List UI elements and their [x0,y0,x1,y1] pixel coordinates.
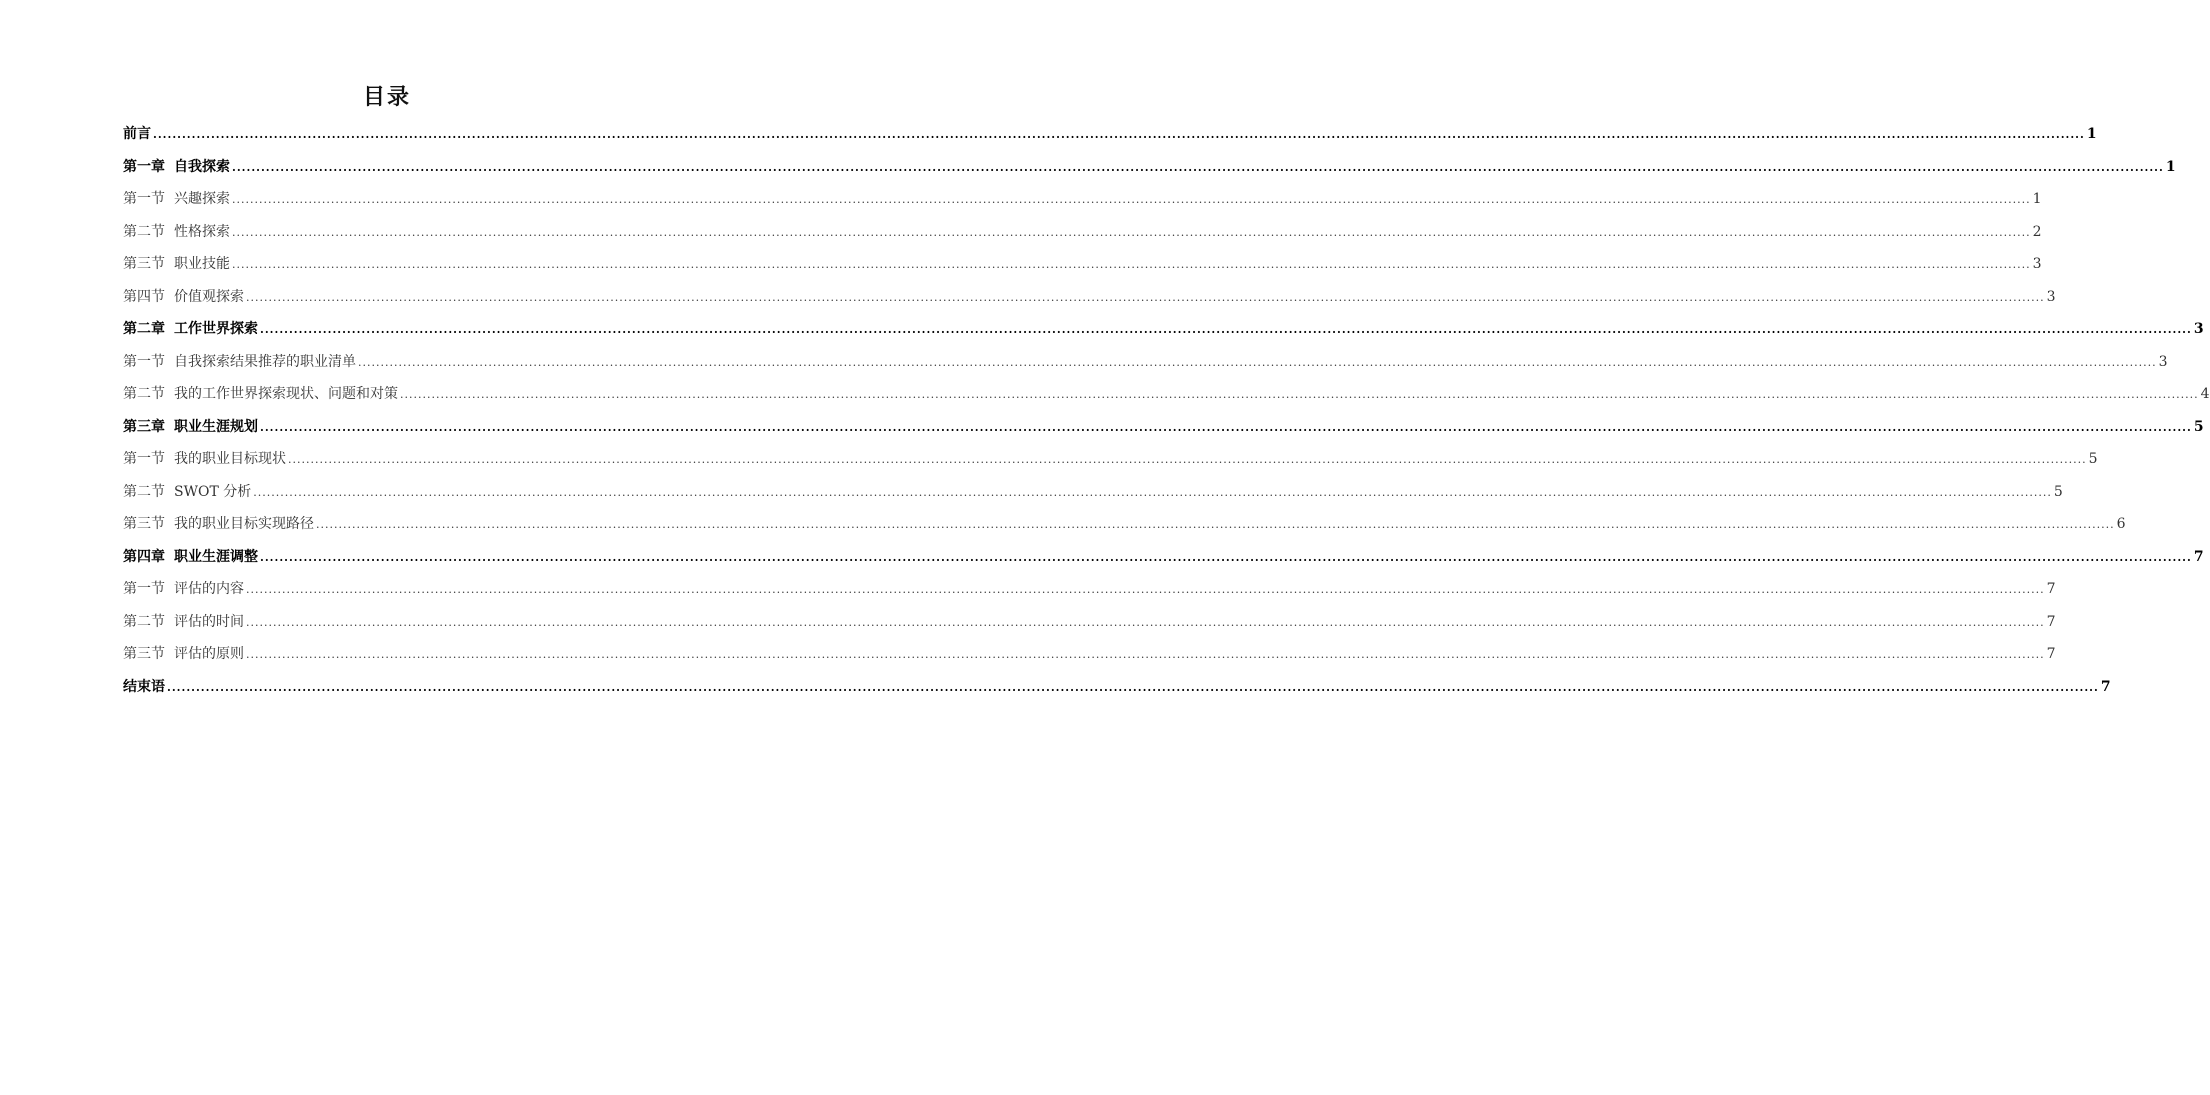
toc-entry-label [123,349,356,375]
toc-page-number: 3 [2193,321,2204,337]
toc-page-number: 5 [2053,483,2063,500]
toc-section-entry[interactable] [123,219,2042,252]
toc-entry-number: 第四章 [123,548,165,565]
toc-entry-number: 第一章 [123,158,165,175]
toc-entry-label [123,251,230,277]
toc-entry-number: 第三节 [123,256,165,272]
toc-entry-label [123,381,398,407]
toc-entry-label [123,674,165,700]
toc-entry-number: 第一节 [123,353,165,370]
toc-section-entry[interactable] [123,446,2098,479]
toc-entry-title: 性格探索 [174,223,230,240]
toc-entry-title: 价值观探索 [174,288,244,305]
toc-entry-number: 第一节 [123,451,165,467]
dot-leader: ................................................................................................................................................................................................................................................................................................................................................................................................................ [260,323,2192,336]
toc-page-number: 5 [2193,418,2204,435]
toc-section-entry[interactable] [123,186,2042,219]
toc-entry-number: 第三章 [123,418,165,435]
dot-leader: ................................................................................................................................................................................................................................................................................................................................................................................................................ [153,128,2085,141]
dot-leader: ................................................................................................................................................................................................................................................................................................................................................................................................................ [288,453,2087,466]
toc-entry-label [123,186,230,212]
toc-entry-number: 第二节 [123,386,165,402]
toc-section-entry[interactable] [123,251,2042,284]
toc-entry-label [123,446,286,472]
dot-leader: ................................................................................................................................................................................................................................................................................................................................................................................................................ [232,193,2031,206]
toc-page-number: 7 [2100,678,2111,695]
toc-entry-label [123,316,258,342]
toc-section-entry[interactable] [123,576,2056,609]
toc-page-number: 4 [2200,386,2210,402]
dot-leader: ................................................................................................................................................................................................................................................................................................................................................................................................................ [167,680,2099,694]
toc-page-number: 6 [2116,516,2126,532]
toc-entry-label [123,641,244,667]
dot-leader: ................................................................................................................................................................................................................................................................................................................................................................................................................ [246,615,2045,629]
toc-entry-label [123,121,151,147]
toc-entry-title: 评估的时间 [174,613,244,630]
toc-entry-title: 我的职业目标现状 [174,451,286,467]
toc-entry-title: 评估的内容 [174,581,244,597]
toc-page-number: 1 [2165,158,2176,175]
toc-entry-label [123,576,244,602]
toc-section-entry[interactable] [123,609,2056,642]
toc-entry-number: 第一节 [123,191,165,207]
toc-section-entry[interactable] [123,349,2168,382]
toc-title: 目录 [362,85,411,110]
toc-entry-label [123,479,251,505]
toc-entry-title: 职业生涯规划 [174,418,258,435]
toc-entry-label [123,609,244,635]
toc-chapter-entry[interactable] [123,121,2097,154]
toc-entry-title: 职业生涯调整 [174,548,258,565]
dot-leader: ................................................................................................................................................................................................................................................................................................................................................................................................................ [232,160,2164,174]
toc-entry-label [123,219,230,245]
toc-page-number: 5 [2088,451,2098,467]
toc-entry-title: 职业技能 [174,256,230,272]
toc-page-number: 1 [2086,126,2097,142]
toc-entry-label [123,154,230,180]
toc-entry-title: 工作世界探索 [174,321,258,337]
toc-chapter-entry[interactable] [123,544,2204,577]
dot-leader: ................................................................................................................................................................................................................................................................................................................................................................................................................ [358,355,2157,369]
toc-entry-label [123,544,258,570]
dot-leader: ................................................................................................................................................................................................................................................................................................................................................................................................................ [246,648,2045,661]
dot-leader: ................................................................................................................................................................................................................................................................................................................................................................................................................ [232,258,2031,271]
toc-entry-number: 第二章 [123,321,165,337]
dot-leader: ................................................................................................................................................................................................................................................................................................................................................................................................................ [260,420,2192,434]
toc-entry-title: 结束语 [123,678,165,695]
toc-page-number: 7 [2193,548,2204,565]
toc-section-entry[interactable] [123,381,2210,414]
toc-chapter-entry[interactable] [123,154,2176,187]
toc-entry-number: 第二节 [123,483,165,500]
toc-section-entry[interactable] [123,511,2126,544]
toc-entry-title: 评估的原则 [174,646,244,662]
toc-entry-title: 我的职业目标实现路径 [174,516,314,532]
toc-entry-label [123,414,258,440]
toc-entry-title: 自我探索 [174,158,230,175]
toc-page-number: 3 [2032,256,2042,272]
toc-entry-number: 第三节 [123,646,165,662]
toc-entry-number: 第一节 [123,581,165,597]
toc-section-entry[interactable] [123,284,2056,317]
toc-chapter-entry[interactable] [123,674,2111,707]
table-of-contents [123,121,2210,706]
toc-page-number: 3 [2046,288,2056,305]
toc-chapter-entry[interactable] [123,414,2204,447]
toc-chapter-entry[interactable] [123,316,2204,349]
dot-leader: ................................................................................................................................................................................................................................................................................................................................................................................................................ [246,290,2045,304]
toc-entry-title: SWOT 分析 [174,483,252,500]
toc-entry-title: 自我探索结果推荐的职业清单 [174,353,356,370]
toc-entry-label [123,511,314,537]
toc-section-entry[interactable] [123,641,2056,674]
toc-entry-label [123,284,244,310]
toc-page-number: 2 [2032,223,2042,240]
dot-leader: ................................................................................................................................................................................................................................................................................................................................................................................................................ [232,225,2031,239]
dot-leader: ................................................................................................................................................................................................................................................................................................................................................................................................................ [253,485,2052,499]
toc-page-number: 1 [2032,191,2042,207]
toc-page-number: 7 [2046,613,2056,630]
dot-leader: ................................................................................................................................................................................................................................................................................................................................................................................................................ [246,583,2045,596]
toc-entry-title: 前言 [123,126,151,142]
toc-entry-title: 兴趣探索 [174,191,230,207]
toc-entry-number: 第三节 [123,516,165,532]
dot-leader: ................................................................................................................................................................................................................................................................................................................................................................................................................ [316,518,2115,531]
toc-section-entry[interactable] [123,479,2063,512]
toc-page-number: 3 [2158,353,2168,370]
toc-entry-number: 第二节 [123,613,165,630]
toc-entry-number: 第二节 [123,223,165,240]
toc-entry-title: 我的工作世界探索现状、问题和对策 [174,386,398,402]
dot-leader: ................................................................................................................................................................................................................................................................................................................................................................................................................ [400,388,2199,401]
toc-page-number: 7 [2046,581,2056,597]
dot-leader: ................................................................................................................................................................................................................................................................................................................................................................................................................ [260,550,2192,564]
toc-page-number: 7 [2046,646,2056,662]
toc-entry-number: 第四节 [123,288,165,305]
